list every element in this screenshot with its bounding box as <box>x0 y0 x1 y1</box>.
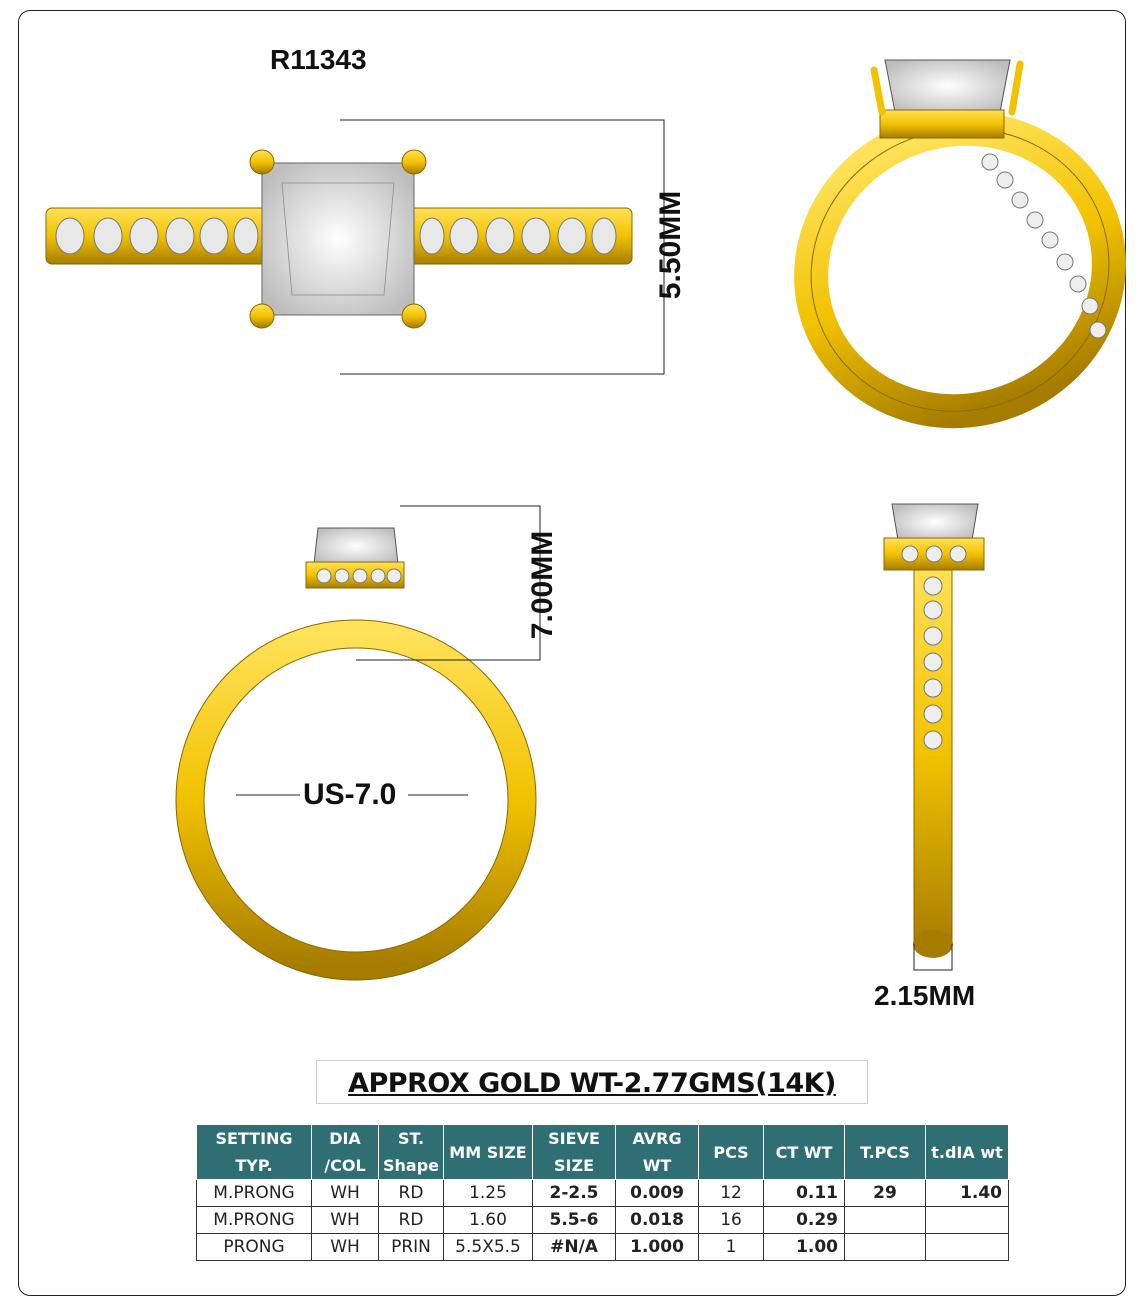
side-view <box>884 504 984 970</box>
col-total-pcs: T.PCS <box>845 1125 926 1180</box>
band-width-dimension: 2.15MM <box>874 980 976 1011</box>
height-dimension: 7.00MM <box>526 530 559 640</box>
ring-size-label: US-7.0 <box>303 778 397 811</box>
col-sieve-size: SIEVE SIZE <box>533 1125 616 1180</box>
perspective-view <box>771 60 1145 453</box>
table-header-row <box>197 1125 1009 1180</box>
stone-spec-table <box>196 1124 1009 1261</box>
top-width-dimension: 5.50MM <box>654 190 687 300</box>
top-view <box>46 120 664 374</box>
col-ct-wt: CT WT <box>764 1125 845 1180</box>
col-stone-shape: ST. Shape <box>379 1125 444 1180</box>
table-row: M.PRONG WH RD 1.25 2-2.5 0.009 12 0.11 29 1.40 <box>197 1180 1009 1207</box>
design-code: R11343 <box>270 44 367 75</box>
col-setting-type: SETTING TYP. <box>197 1125 312 1180</box>
gold-weight-banner: APPROX GOLD WT-2.77GMS(14K) <box>316 1060 868 1104</box>
table-row: PRONG WH PRIN 5.5X5.5 #N/A 1.000 1 1.00 <box>197 1234 1009 1261</box>
col-pcs: PCS <box>699 1125 764 1180</box>
col-mm-size: MM SIZE <box>444 1125 533 1180</box>
col-avg-wt: AVRG WT <box>616 1125 699 1180</box>
front-view <box>176 506 540 980</box>
col-dia-col: DIA /COL <box>312 1125 379 1180</box>
col-total-dia-wt: t.dIA wt <box>926 1125 1009 1180</box>
table-row: M.PRONG WH RD 1.60 5.5-6 0.018 16 0.29 <box>197 1207 1009 1234</box>
